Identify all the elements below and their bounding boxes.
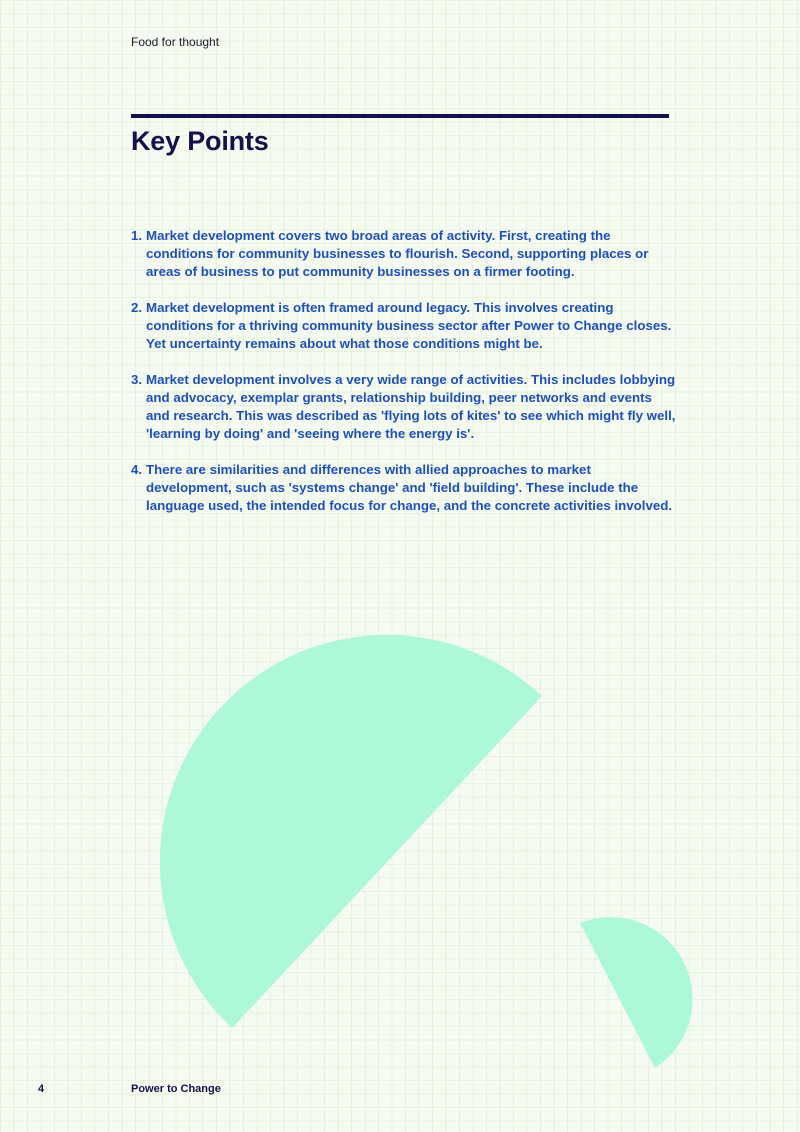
- key-point-text: Market development covers two broad areas of activity. First, creating the conditions for community businesses to flourish. Second, supporting places or areas of business to put community businesses on a firmer footing.: [146, 228, 649, 279]
- running-footer: Power to Change: [131, 1083, 221, 1095]
- key-point-text: There are similarities and differences with allied approaches to market development, such as 'systems change' and 'field building'. These include the language used, the intended focus for change, and the concrete activities involved.: [146, 462, 673, 513]
- key-point-number: 4.: [131, 462, 143, 477]
- key-point-text: Market development is often framed around legacy. This involves creating conditions for a thriving community business sector after Power to Change closes. Yet uncertainty remains about what those conditions might be.: [146, 300, 672, 351]
- key-point-number: 2.: [131, 300, 143, 315]
- page-title: Key Points: [131, 126, 269, 156]
- large-semicircle-shape: [160, 635, 542, 1028]
- page-number: 4: [38, 1083, 45, 1095]
- running-header: Food for thought: [131, 35, 220, 49]
- key-point-number: 1.: [131, 228, 143, 243]
- key-point-text: Market development involves a very wide range of activities. This includes lobbying and advocacy, exemplar grants, relationship building, peer networks and events and research. This was described as 'flying lots of kites' to see which might fly well, 'learning by doing' and 'seeing where the energy is'.: [146, 372, 676, 441]
- key-point-number: 3.: [131, 372, 143, 387]
- small-semicircle-shape: [580, 917, 693, 1068]
